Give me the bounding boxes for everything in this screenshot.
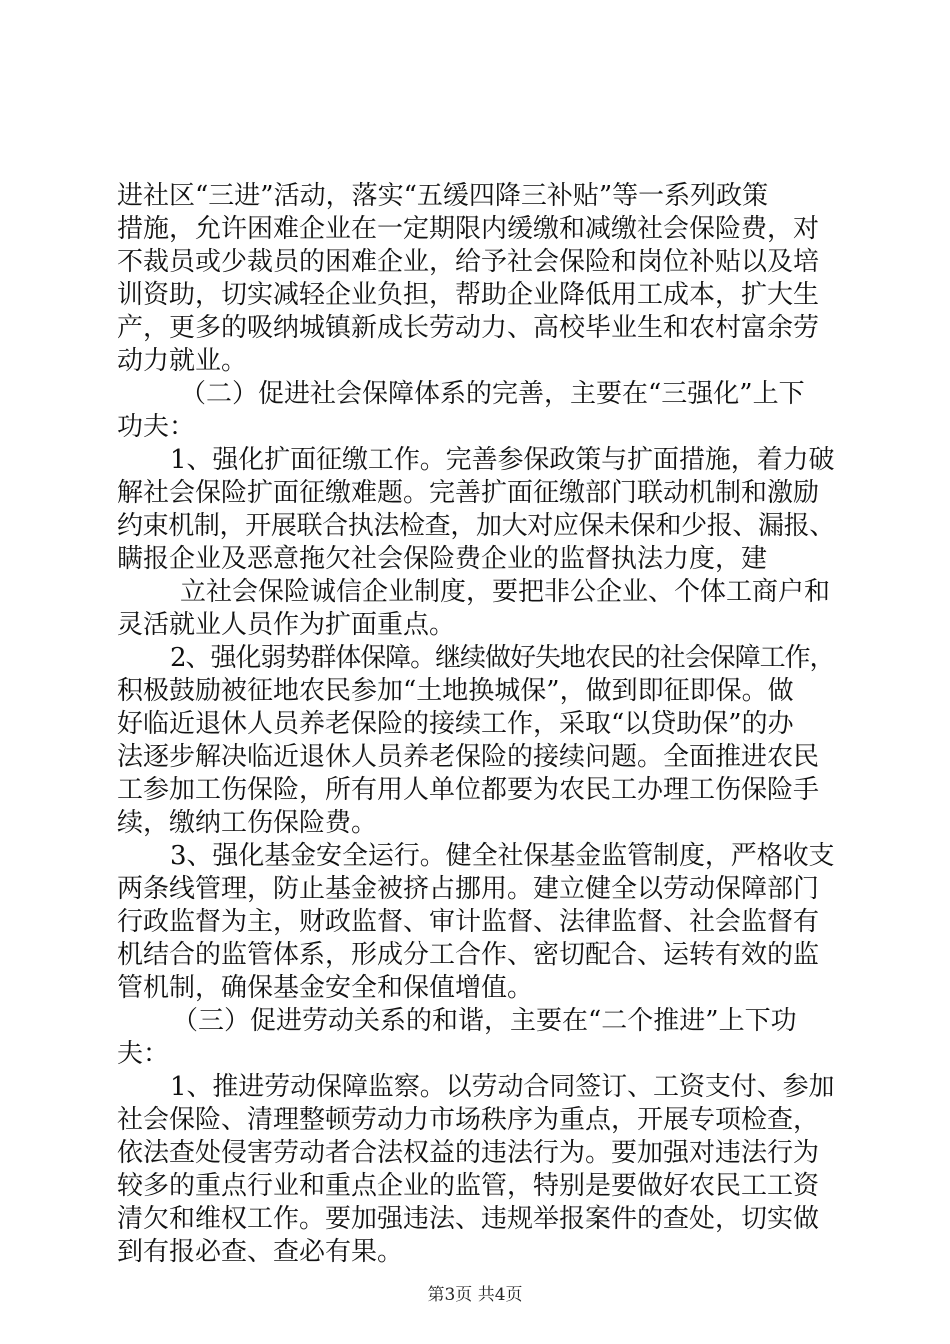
text-line: 动力就业。 xyxy=(117,346,248,376)
text-line: 产，更多的吸纳城镇新成长劳动力、高校毕业生和农村富余劳 xyxy=(117,313,820,343)
text-line: 两条线管理，防止基金被挤占挪用。建立健全以劳动保障部门 xyxy=(117,874,820,904)
text-line: 管机制，确保基金安全和保值增值。 xyxy=(117,973,534,1003)
text-line: 好临近退休人员养老保险的接续工作，采取“以贷助保”的办 xyxy=(117,709,794,739)
page-number-footer: 第3页 共4页 xyxy=(427,1285,523,1305)
text-line: 不裁员或少裁员的困难企业，给予社会保险和岗位补贴以及培 xyxy=(117,247,820,277)
text-line: 积极鼓励被征地农民参加“土地换城保”，做到即征即保。做 xyxy=(117,676,794,706)
text-line: 约束机制，开展联合执法检查，加大对应保未保和少报、漏报、 xyxy=(117,511,835,541)
section-heading: （二）促进社会保障体系的完善，主要在“三强化”上下 xyxy=(180,379,805,409)
text-line: 训资助，切实减轻企业负担，帮助企业降低用工成本，扩大生 xyxy=(117,280,820,310)
text-line: 1、推进劳动保障监察。以劳动合同签订、工资支付、参加 xyxy=(170,1072,835,1102)
text-line: 立社会保险诚信企业制度，要把非公企业、个体工商户和 xyxy=(180,577,831,607)
section-heading: 夫： xyxy=(117,1039,170,1069)
text-line: 措施，允许困难企业在一定期限内缓缴和减缴社会保险费，对 xyxy=(117,214,820,244)
text-line: 续，缴纳工伤保险费。 xyxy=(117,808,378,838)
text-line: 工参加工伤保险，所有用人单位都要为农民工办理工伤保险手 xyxy=(117,775,820,805)
section-heading: 功夫： xyxy=(117,412,196,442)
text-line: 1、强化扩面征缴工作。完善参保政策与扩面措施，着力破 xyxy=(170,445,835,475)
text-line: 行政监督为主，财政监督、审计监督、法律监督、社会监督有 xyxy=(117,907,820,937)
text-line: 机结合的监管体系，形成分工合作、密切配合、运转有效的监 xyxy=(117,940,820,970)
text-line: 3、强化基金安全运行。健全社保基金监管制度，严格收支 xyxy=(170,841,835,871)
section-heading: （三）促进劳动关系的和谐，主要在“二个推进”上下功 xyxy=(172,1006,797,1036)
text-line: 瞒报企业及恶意拖欠社会保险费企业的监督执法力度，建 xyxy=(117,544,768,574)
text-line: 社会保险、清理整顿劳动力市场秩序为重点，开展专项检查， xyxy=(117,1105,820,1135)
text-line: 灵活就业人员作为扩面重点。 xyxy=(117,610,456,640)
text-line: 解社会保险扩面征缴难题。完善扩面征缴部门联动机制和激励 xyxy=(117,478,820,508)
text-line: 法逐步解决临近退休人员养老保险的接续问题。全面推进农民 xyxy=(117,742,820,772)
text-line: 清欠和维权工作。要加强违法、违规举报案件的查处，切实做 xyxy=(117,1204,820,1234)
text-line: 较多的重点行业和重点企业的监管，特别是要做好农民工工资 xyxy=(117,1171,820,1201)
text-line: 进社区“三进”活动，落实“五缓四降三补贴”等一系列政策 xyxy=(117,181,769,211)
text-line: 依法查处侵害劳动者合法权益的违法行为。要加强对违法行为 xyxy=(117,1138,820,1168)
text-line: 到有报必查、查必有果。 xyxy=(117,1237,404,1267)
text-line: 2、强化弱势群体保障。继续做好失地农民的社会保障工作， xyxy=(170,643,835,673)
